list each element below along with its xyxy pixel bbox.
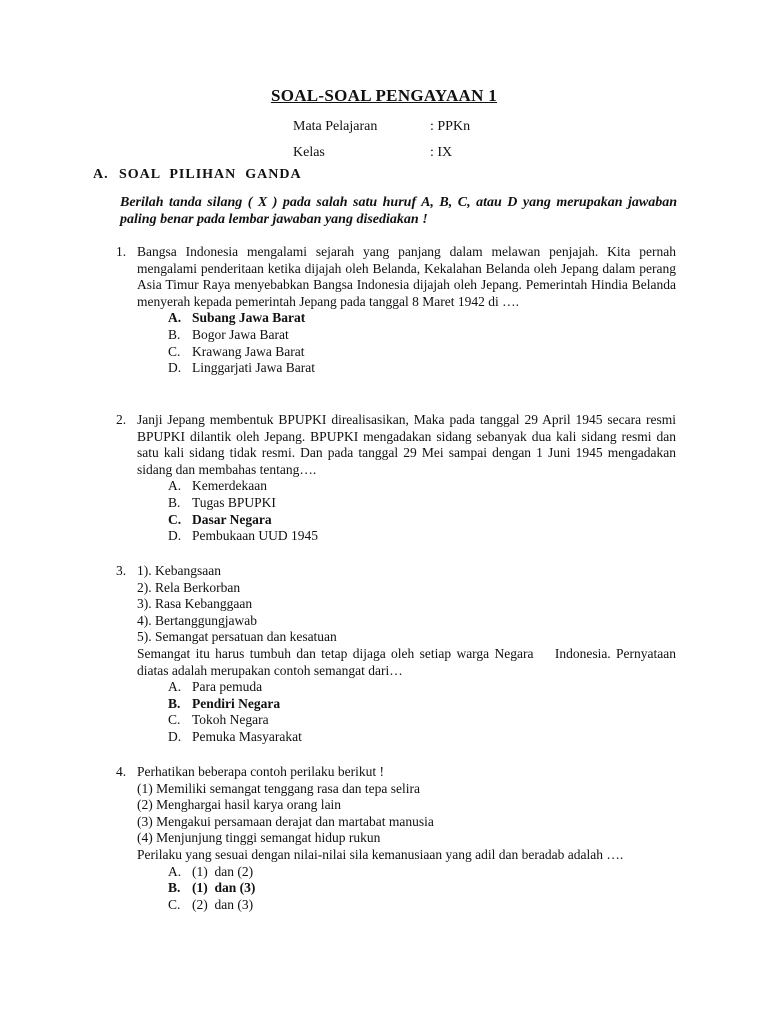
question-number: 4. xyxy=(116,764,127,779)
option-text: Subang Jawa Barat xyxy=(192,310,306,326)
option-b xyxy=(168,696,676,713)
option-text: Pemuka Masyarakat xyxy=(192,728,302,744)
list-item: 1). Kebangsaan xyxy=(137,563,221,578)
list-item: (3) Mengakui persamaan derajat dan martabat manusia xyxy=(137,813,434,829)
option-c xyxy=(168,712,676,729)
option-letter: C. xyxy=(168,896,181,912)
question-text: Bangsa Indonesia mengalami sejarah yang panjang dalam melawan penjajah. Kita pernah mengalami penderitaan ketika dijajah oleh Belanda, Kekalahan Belanda oleh Jepang dalam perang Asia Timur Raya menyebabkan Bangsa Indonesia dijajah oleh Jepang. Pemerintah Hindia Belanda menyerah kepada pemerintah Jepang pada tanggal 8 Maret 1942 di …. xyxy=(137,244,676,309)
meta-key: Kelas xyxy=(293,145,325,160)
list-item: (1) Memiliki semangat tenggang rasa dan tepa selira xyxy=(137,780,421,796)
option-text: (1) dan (2) xyxy=(192,863,254,879)
option-letter: A. xyxy=(168,310,182,326)
option-b xyxy=(168,495,676,512)
option-c xyxy=(168,897,676,914)
list-item: 5). Semangat persatuan dan kesatuan xyxy=(137,629,337,645)
meta-value: : PPKn xyxy=(430,119,471,134)
question-number: 1. xyxy=(116,244,127,259)
option-a xyxy=(168,478,676,495)
option-text: Krawang Jawa Barat xyxy=(192,343,305,359)
question-number: 2. xyxy=(116,412,127,427)
option-a xyxy=(168,864,676,881)
meta-row-class xyxy=(293,145,470,171)
option-letter: B. xyxy=(168,880,181,896)
question-list xyxy=(137,781,676,847)
option-letter: A. xyxy=(168,679,182,695)
option-letter: C. xyxy=(168,511,182,527)
option-letter: B. xyxy=(168,494,181,510)
options-list xyxy=(168,310,676,376)
option-b xyxy=(168,880,676,897)
list-item: 3). Rasa Kebanggaan xyxy=(137,596,253,612)
section-heading xyxy=(93,167,302,183)
option-text: Pendiri Negara xyxy=(192,695,281,711)
option-a xyxy=(168,310,676,327)
option-text: Tokoh Negara xyxy=(192,712,269,728)
option-text: Linggarjati Jawa Barat xyxy=(192,360,315,376)
option-d xyxy=(168,729,676,746)
option-c xyxy=(168,344,676,361)
option-text: Kemerdekaan xyxy=(192,478,267,494)
option-b xyxy=(168,327,676,344)
option-text: (2) dan (3) xyxy=(192,896,254,912)
question-text: Janji Jepang membentuk BPUPKI direalisasikan, Maka pada tanggal 29 April 1945 secara resmi BPUPKI dilantik oleh Jepang. BPUPKI mengadakan sidang sebanyak dua kali sidang resmi dan satu kali sidang tidak resmi. Dan pada tanggal 29 Mei sampai dengan 1 Juni 1945 mengadakan sidang dan membahas tentang…. xyxy=(137,412,676,477)
question-3 xyxy=(116,563,680,746)
question-4 xyxy=(116,764,676,913)
meta-info xyxy=(293,119,470,171)
page-title: SOAL-SOAL PENGAYAAN 1 xyxy=(270,86,498,105)
option-d xyxy=(168,528,676,545)
option-text: Pembukaan UUD 1945 xyxy=(192,528,318,544)
question-list xyxy=(137,563,676,646)
list-item: 2). Rela Berkorban xyxy=(137,579,241,595)
meta-row-subject xyxy=(293,119,470,145)
option-letter: B. xyxy=(168,695,181,711)
meta-value: : IX xyxy=(430,145,453,160)
question-text: Perilaku yang sesuai dengan nilai-nilai sila kemanusiaan yang adil dan beradab adalah …. xyxy=(137,846,624,862)
option-letter: D. xyxy=(168,528,182,544)
option-text: Bogor Jawa Barat xyxy=(192,326,289,342)
option-text: (1) dan (3) xyxy=(192,880,256,896)
question-1 xyxy=(116,244,676,377)
option-letter: D. xyxy=(168,360,182,376)
option-letter: C. xyxy=(168,712,181,728)
option-d xyxy=(168,360,676,377)
option-letter: D. xyxy=(168,728,182,744)
question-number: 3. xyxy=(116,563,127,578)
question-text: Semangat itu harus tumbuh dan tetap dijaga oleh setiap warga Negara Indonesia. Pernyataan diatas adalah merupakan contoh semangat dari… xyxy=(137,645,680,678)
meta-key: Mata Pelajaran xyxy=(293,119,378,134)
instruction-text: Berilah tanda silang ( X ) pada salah satu huruf A, B, C, atau D yang merupakan jawaban paling benar pada lembar jawaban yang disediakan ! xyxy=(120,195,677,227)
options-list xyxy=(168,679,676,745)
option-letter: A. xyxy=(168,478,182,494)
question-intro: Perhatikan beberapa contoh perilaku berikut ! xyxy=(137,764,385,779)
section-label: SOAL PILIHAN GANDA xyxy=(119,167,302,182)
option-text: Para pemuda xyxy=(192,679,263,695)
options-list xyxy=(168,478,676,544)
option-text: Tugas BPUPKI xyxy=(192,494,276,510)
question-2 xyxy=(116,412,676,545)
option-a xyxy=(168,679,676,696)
option-letter: A. xyxy=(168,863,182,879)
list-item: (4) Menjunjung tinggi semangat hidup rukun xyxy=(137,830,381,846)
list-item: 4). Bertanggungjawab xyxy=(137,612,257,628)
section-letter: A. xyxy=(93,167,109,182)
list-item: (2) Menghargai hasil karya orang lain xyxy=(137,797,342,813)
option-c xyxy=(168,512,676,529)
option-text: Dasar Negara xyxy=(192,511,272,527)
option-letter: B. xyxy=(168,326,181,342)
option-letter: C. xyxy=(168,343,181,359)
options-list xyxy=(168,864,676,914)
